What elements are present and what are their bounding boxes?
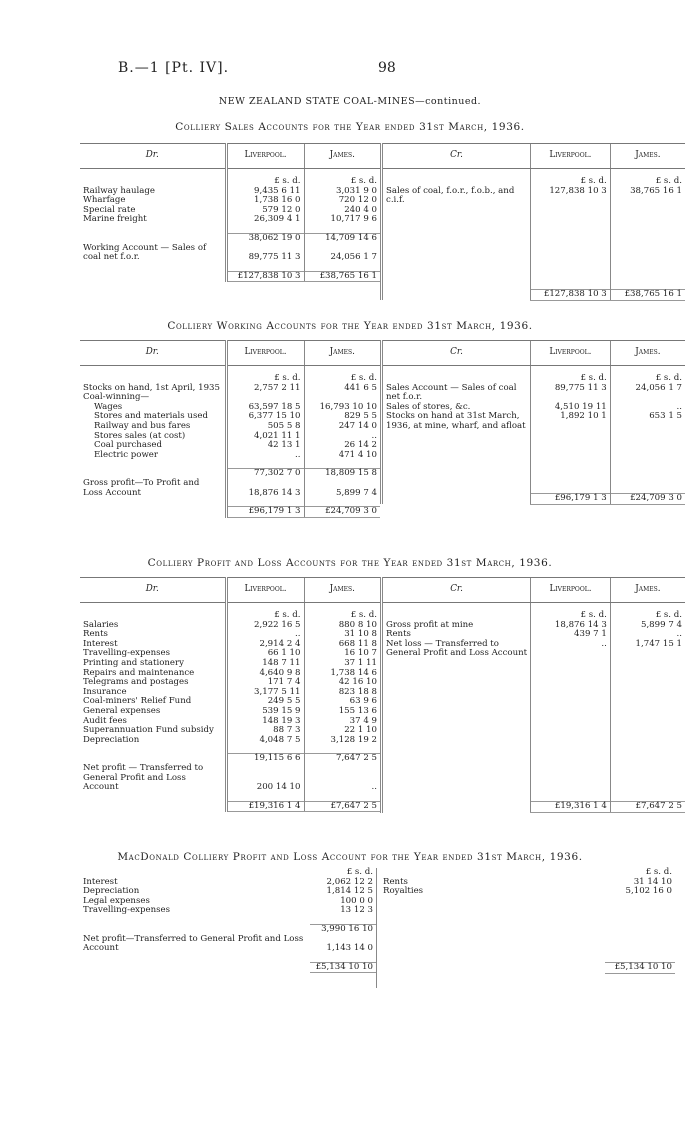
row-label: Sales Account — Sales of coal net f.o.r.	[382, 384, 531, 403]
total-james: £7,647 2 5	[610, 802, 685, 813]
unit-label: £ s. d.	[610, 374, 685, 384]
total-liverpool: £127,838 10 3	[226, 271, 304, 282]
row-label: General expenses	[83, 705, 161, 716]
cell-liverpool: 89,775 11 3	[531, 384, 611, 403]
row-label: Railway haulage	[83, 185, 156, 196]
working-debit-table	[80, 340, 380, 518]
cell-liverpool: ..	[226, 630, 304, 640]
table-row	[80, 215, 380, 225]
liverpool-header: Liverpool.	[226, 578, 304, 603]
row-label: Rents	[383, 876, 408, 887]
parliamentary-paper-ref: B.—1 [Pt. IV].	[118, 60, 230, 76]
liverpool-header: Liverpool.	[226, 144, 304, 169]
unit-label: £ s. d.	[610, 177, 685, 187]
cell-liverpool: ..	[531, 640, 611, 659]
row-label: Gross profit—To Profit and Loss Account	[83, 477, 200, 498]
subtotal-james: 7,647 2 5	[304, 754, 380, 764]
cell-liverpool: 148 7 11	[226, 659, 304, 669]
cell-liverpool: 171 7 4	[226, 678, 304, 688]
cell-liverpool: 4,510 19 11	[531, 403, 611, 413]
pl-credit-table	[380, 577, 685, 813]
cell-james: ..	[610, 630, 685, 640]
liverpool-header: Liverpool.	[226, 341, 304, 366]
subtotal-james: 14,709 14 6	[304, 233, 380, 243]
row-label: Sales of stores, &c.	[382, 403, 531, 413]
cell-james: 37 4 9	[304, 717, 380, 727]
macdonald-debit-table	[80, 868, 376, 973]
row-label: Sales of coal, f.o.r., f.o.b., and c.i.f.	[382, 187, 531, 206]
row-label: Stores and materials used	[94, 411, 208, 422]
cell-value: 1,814 12 5	[326, 886, 373, 897]
table-row	[80, 630, 380, 640]
row-label: Repairs and maintenance	[83, 667, 195, 678]
macdonald-divider	[376, 868, 377, 988]
cell-james: 441 6 5	[304, 384, 380, 394]
cell-james: ..	[304, 432, 380, 442]
sales-credit-table	[380, 143, 685, 301]
unit-label: £ s. d.	[304, 177, 380, 187]
cell-james: 720 12 0	[304, 196, 380, 206]
row-label: Legal expenses	[83, 895, 150, 906]
cell-liverpool: 579 12 0	[226, 206, 304, 216]
unit-label: £ s. d.	[226, 611, 304, 621]
table-row	[382, 187, 686, 206]
table-row	[80, 906, 376, 916]
row-label: Working Account — Sales of coal net f.o.r.	[83, 242, 207, 263]
total-james: £38,765 16 1	[304, 271, 380, 282]
cell-james: 240 4 0	[304, 206, 380, 216]
row-label: Wages	[94, 401, 123, 412]
row-label: Coal-winning—	[83, 392, 150, 403]
row-label: Wharfage	[83, 195, 126, 206]
cell-liverpool: ..	[226, 451, 304, 461]
row-label: Coal-miners' Relief Fund	[83, 696, 192, 707]
row-label: Stocks on hand at 31st March, 1936, at mine, wharf, and afloat	[382, 412, 531, 431]
cell-liverpool: 42 13 1	[226, 441, 304, 451]
cell-james: 247 14 0	[304, 422, 380, 432]
cell-james: 37 1 11	[304, 659, 380, 669]
dr-header: Dr.	[80, 578, 226, 603]
cell-liverpool: 439 7 1	[531, 630, 611, 640]
working-credit-table	[380, 340, 685, 505]
subtotal-liverpool: 77,302 7 0	[226, 469, 304, 479]
table-row	[382, 384, 686, 403]
total-james: £38,765 16 1	[610, 290, 685, 301]
unit-label: £ s. d.	[346, 867, 373, 877]
table-row	[382, 640, 686, 659]
cell-liverpool: 249 5 5	[226, 697, 304, 707]
subtotal-liverpool: 19,115 6 6	[226, 754, 304, 764]
unit-label: £ s. d.	[226, 177, 304, 187]
cell-james: 38,765 16 1	[610, 187, 685, 206]
cell-james: 31 10 8	[304, 630, 380, 640]
unit-label: £ s. d.	[645, 867, 672, 877]
cell-liverpool: 89,775 11 3	[226, 244, 304, 263]
main-title: NEW ZEALAND STATE COAL-MINES—continued.	[218, 96, 482, 107]
row-label: Electric power	[94, 449, 158, 460]
cell-james: 155 13 6	[304, 707, 380, 717]
cell-liverpool: 539 15 9	[226, 707, 304, 717]
cell-liverpool: 4,048 7 5	[226, 736, 304, 746]
row-label: Stores sales (at cost)	[94, 430, 186, 441]
cell-james: 668 11 8	[304, 640, 380, 650]
dr-header: Dr.	[80, 341, 226, 366]
total-james: £24,709 3 0	[304, 507, 380, 518]
cell-liverpool: 3,177 5 11	[226, 688, 304, 698]
cr-header: Cr.	[382, 578, 531, 603]
table-row	[382, 621, 686, 631]
cell-james: 1,747 15 1	[610, 640, 685, 659]
james-header: James.	[610, 578, 685, 603]
cell-liverpool: 26,309 4 1	[226, 215, 304, 225]
sales-debit-table	[80, 143, 380, 282]
cell-liverpool: 6,377 15 10	[226, 412, 304, 422]
cell-james: 42 16 10	[304, 678, 380, 688]
unit-label: £ s. d.	[531, 611, 611, 621]
sales-title: Colliery Sales Accounts for the Year ended 31st March, 1936.	[175, 121, 525, 133]
total: £5,134 10 10	[605, 963, 675, 974]
macdonald-credit-table	[380, 868, 675, 974]
total-liverpool: £96,179 1 3	[531, 494, 611, 505]
unit-label: £ s. d.	[610, 611, 685, 621]
cell-james: 471 4 10	[304, 451, 380, 461]
liverpool-header: Liverpool.	[531, 578, 611, 603]
cell-value: 13 12 3	[340, 905, 373, 916]
subtotal: 3,990 16 10	[310, 924, 376, 934]
row-label: Stocks on hand, 1st April, 1935	[83, 382, 220, 393]
cell-james: 22 1 10	[304, 726, 380, 736]
row-label: Net profit — Transferred to General Profit and Loss Account	[83, 762, 204, 793]
cell-james: 5,899 7 4	[610, 621, 685, 631]
unit-label: £ s. d.	[531, 177, 611, 187]
cell-james: ..	[304, 764, 380, 793]
total-liverpool: £127,838 10 3	[531, 290, 611, 301]
cell-liverpool: 66 1 10	[226, 649, 304, 659]
cell-james: 829 5 5	[304, 412, 380, 422]
cell-liverpool: 18,876 14 3	[226, 479, 304, 498]
row-label: Interest	[83, 876, 118, 887]
table-row	[80, 451, 380, 461]
row-label: Special rate	[83, 204, 136, 215]
table-row	[80, 736, 380, 746]
row-label: Printing and stationery	[83, 657, 184, 668]
row-label: Superannuation Fund subsidy	[83, 725, 214, 736]
row-label: Salaries	[83, 619, 119, 630]
cell-liverpool: 2,922 16 5	[226, 621, 304, 631]
cell-james: 823 18 8	[304, 688, 380, 698]
row-label: Coal purchased	[94, 440, 162, 451]
cell-james: 63 9 6	[304, 697, 380, 707]
row-label: Travelling-expenses	[83, 648, 171, 659]
cell-james: 653 1 5	[610, 412, 685, 431]
cell-james: 24,056 1 7	[304, 244, 380, 263]
unit-label: £ s. d.	[304, 611, 380, 621]
cell-liverpool: 4,021 11 1	[226, 432, 304, 442]
total-james: £24,709 3 0	[610, 494, 685, 505]
row-label: Net loss — Transferred to General Profit and Loss Account	[382, 640, 531, 659]
working-title: Colliery Working Accounts for the Year ended 31st March, 1936.	[167, 320, 533, 332]
unit-label: £ s. d.	[226, 374, 304, 384]
cell-liverpool: 63,597 18 5	[226, 403, 304, 413]
cell-liverpool: 9,435 6 11	[226, 187, 304, 197]
cr-header: Cr.	[382, 341, 531, 366]
cell-liverpool: 18,876 14 3	[531, 621, 611, 631]
james-header: James.	[610, 144, 685, 169]
table-row	[382, 412, 686, 431]
cell-james: 3,128 19 2	[304, 736, 380, 746]
row-label: Audit fees	[83, 715, 127, 726]
cell-james: 16 10 7	[304, 649, 380, 659]
row-label: Insurance	[83, 686, 127, 697]
table-row	[380, 887, 675, 897]
cell-liverpool: 2,757 2 11	[226, 384, 304, 394]
row-label: Telegrams and postages	[83, 677, 189, 688]
page-number: 98	[378, 60, 396, 76]
james-header: James.	[610, 341, 685, 366]
row-label: Railway and bus fares	[94, 420, 191, 431]
dr-header: Dr.	[80, 144, 226, 169]
total-liverpool: £96,179 1 3	[226, 507, 304, 518]
cell-liverpool: 2,914 2 4	[226, 640, 304, 650]
cell-james: 24,056 1 7	[610, 384, 685, 403]
total-liverpool: £19,316 1 4	[226, 801, 304, 812]
row-label: Royalties	[383, 886, 424, 897]
cell-james: 5,899 7 4	[304, 479, 380, 498]
row-label: Rents	[382, 630, 531, 640]
cell-james: 1,738 14 6	[304, 669, 380, 679]
liverpool-header: Liverpool.	[531, 341, 611, 366]
cell-james: 26 14 2	[304, 441, 380, 451]
cell-value: 1,143 14 0	[326, 943, 373, 954]
unit-label: £ s. d.	[531, 374, 611, 384]
liverpool-header: Liverpool.	[531, 144, 611, 169]
unit-label: £ s. d.	[304, 374, 380, 384]
row-label: Gross profit at mine	[382, 621, 531, 631]
row-label: Net profit—Transferred to General Profit and Loss Account	[83, 933, 304, 954]
row-label: Rents	[83, 629, 108, 640]
cell-value: 2,062 12 2	[326, 876, 373, 887]
subtotal-james: 18,809 15 8	[304, 469, 380, 479]
cell-james: 880 8 10	[304, 621, 380, 631]
row-label: Depreciation	[83, 886, 140, 897]
cell-james: 16,793 10 10	[304, 403, 380, 413]
total-liverpool: £19,316 1 4	[531, 802, 611, 813]
cell-james: 3,031 9 0	[304, 187, 380, 197]
cell-liverpool: 148 19 3	[226, 717, 304, 727]
cell-liverpool: 4,640 9 8	[226, 669, 304, 679]
cell-james: ..	[610, 403, 685, 413]
subtotal-liverpool: 38,062 19 0	[226, 233, 304, 243]
cr-header: Cr.	[382, 144, 531, 169]
cell-liverpool: 1,738 16 0	[226, 196, 304, 206]
pl-title: Colliery Profit and Loss Accounts for the Year ended 31st March, 1936.	[147, 557, 553, 569]
row-label: Marine freight	[83, 214, 147, 225]
cell-liverpool: 1,892 10 1	[531, 412, 611, 431]
macdonald-title: MacDonald Colliery Profit and Loss Account for the Year ended 31st March, 1936.	[117, 851, 583, 863]
total: £5,134 10 10	[310, 962, 376, 973]
cell-liverpool: 88 7 3	[226, 726, 304, 736]
row-label: Travelling-expenses	[83, 905, 171, 916]
cell-value: 100 0 0	[340, 895, 373, 906]
cell-value: 5,102 16 0	[625, 886, 672, 897]
table-row	[80, 621, 380, 631]
cell-liverpool: 200 14 10	[226, 764, 304, 793]
cell-james: 10,717 9 6	[304, 215, 380, 225]
cell-liverpool: 127,838 10 3	[531, 187, 611, 206]
total-james: £7,647 2 5	[304, 801, 380, 812]
cell-value: 31 14 10	[633, 876, 672, 887]
row-label: Interest	[83, 638, 118, 649]
cell-liverpool: 505 5 8	[226, 422, 304, 432]
pl-debit-table	[80, 577, 380, 812]
james-header: James.	[304, 144, 380, 169]
james-header: James.	[304, 578, 380, 603]
row-label: Depreciation	[83, 734, 140, 745]
james-header: James.	[304, 341, 380, 366]
